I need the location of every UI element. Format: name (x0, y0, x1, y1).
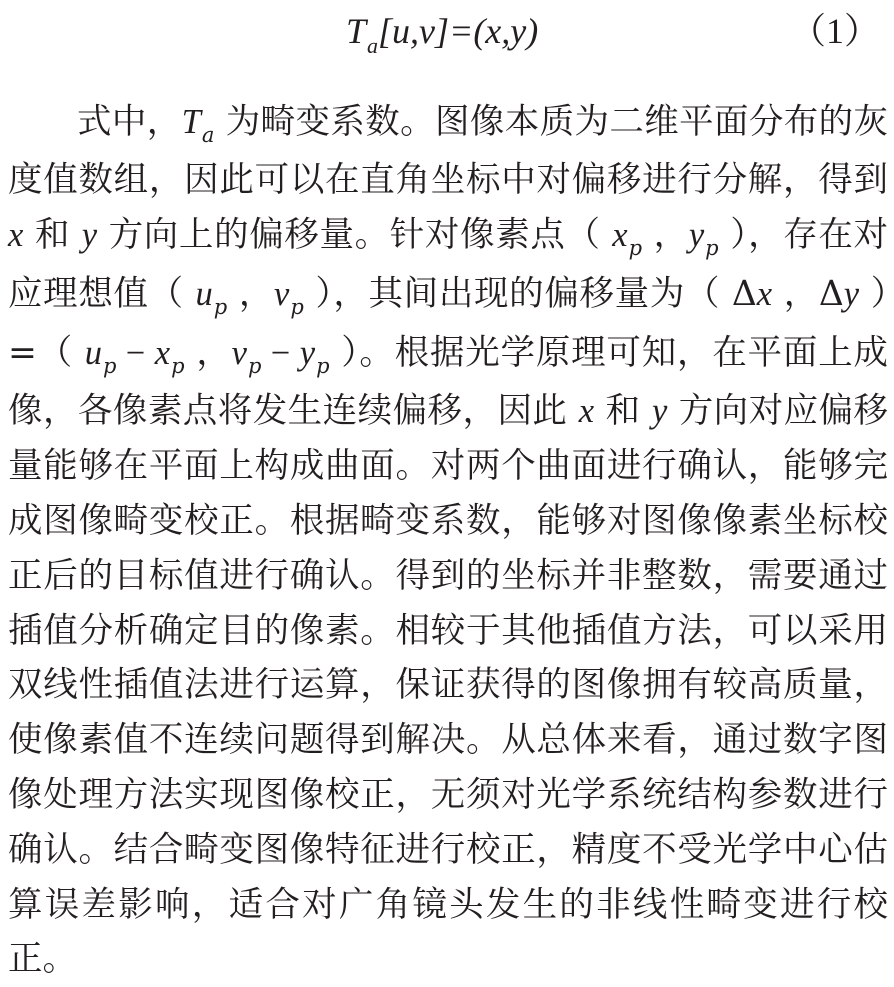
text-run: ）。根据光学原理可知，在平面上成像，各像素点将发生连续偏移，因此 (8, 333, 888, 432)
math-var: v (232, 334, 247, 372)
math-subscript: p (316, 354, 329, 378)
equation-row (0, 2, 894, 60)
math-var: y (689, 216, 704, 254)
math-subscript: p (248, 354, 261, 378)
text-run: 和 (594, 391, 652, 431)
math-subscript: p (290, 295, 303, 319)
math-subscript: a (202, 123, 215, 147)
equation-body: [u,v]=(x,y) (378, 11, 538, 51)
math-var: x (8, 216, 23, 254)
text-run: 为畸变系数。图像本质为二维平面分布的灰度值数组，因此可以在直角坐标中对偏移进行分解，得到 (8, 102, 888, 201)
math-operator: − (261, 334, 299, 372)
math-var: y (82, 216, 97, 254)
text-run: 和 (23, 215, 81, 255)
math-var: x (757, 275, 772, 313)
text-run: ，Δ (772, 274, 844, 314)
math-subscript: p (705, 236, 718, 260)
math-subscript: p (103, 354, 116, 378)
math-var: u (85, 334, 102, 372)
math-var: x (579, 392, 594, 430)
text-run: ， (227, 274, 274, 314)
math-subscript: p (214, 295, 227, 319)
text-run: ），其间出现的偏移量为（ Δ (304, 274, 757, 314)
math-subscript: p (171, 354, 184, 378)
text-run: ， (185, 333, 232, 373)
math-subscript: p (629, 236, 642, 260)
math-var: u (195, 275, 212, 313)
text-run: ， (642, 215, 689, 255)
math-var: y (652, 392, 667, 430)
body-paragraph (8, 95, 888, 987)
text-run: 方向对应偏移量能够在平面上构成曲面。对两个曲面进行确认，能够完成图像畸变校正。根据畸变系数，能够对图像像素坐标校正后的目标值进行确认。得到的坐标并非整数，需要通过插值分析确定目的像素。相较于其他插值方法，可以采用双线性插值法进行运算，保证获得的图像拥有较高质量，使像素值不连续问题得到解决。从总体来看，通过数字图像处理方法实现图像校正，无须对光学系统结构参数进行确认。结合畸变图像特征进行校正，精度不受光学中心估算误差影响，适合对广角镜头发生的非线性畸变进行校正。 (8, 391, 888, 979)
text-run: ）=（ (8, 274, 888, 373)
equation-T-subscript: a (367, 33, 378, 58)
math-var: x (155, 334, 170, 372)
equation-1 (346, 6, 538, 61)
math-var: v (274, 275, 289, 313)
equation-number: （1） (790, 6, 880, 56)
text-run: 方向上的偏移量。针对像素点（ (97, 215, 612, 255)
math-operator: − (116, 334, 154, 372)
equation-T: T (346, 11, 366, 51)
text-run: 式中， (77, 102, 182, 142)
math-var: x (612, 216, 627, 254)
math-var: T (182, 103, 201, 141)
math-var: y (844, 275, 859, 313)
text-run: ），存在对应理想值（ (8, 215, 888, 314)
math-var: y (300, 334, 315, 372)
